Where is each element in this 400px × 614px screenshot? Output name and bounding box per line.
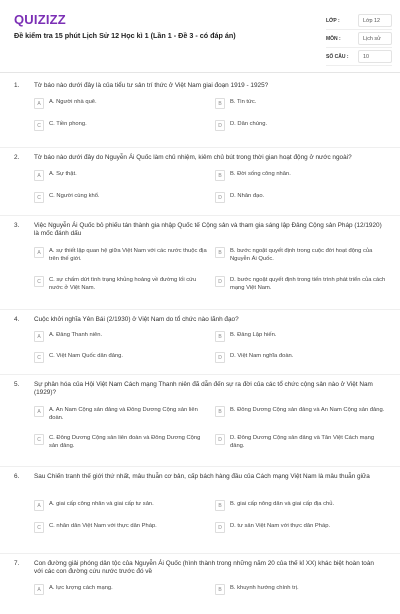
meta-row-subject <box>326 30 392 48</box>
option-text: C. Người cùng khổ. <box>49 193 100 199</box>
question-4 <box>0 310 400 375</box>
meta-value-count: 10 <box>358 50 392 63</box>
option-letter: A <box>34 500 44 511</box>
question-7 <box>0 554 400 614</box>
option-d[interactable] <box>215 192 390 203</box>
option-text: B. Tin tức. <box>230 99 257 105</box>
option-a[interactable] <box>34 406 209 422</box>
meta-panel <box>326 12 392 66</box>
option-d[interactable] <box>215 352 390 363</box>
option-letter: D <box>215 352 225 363</box>
option-text: C. Tiền phong. <box>49 121 87 127</box>
option-d[interactable] <box>215 276 390 292</box>
option-letter: D <box>215 434 225 445</box>
option-letter: C <box>34 434 44 445</box>
option-d[interactable] <box>215 434 390 450</box>
meta-value-class: Lớp 12 <box>358 14 392 27</box>
option-b[interactable] <box>215 331 390 342</box>
option-a[interactable] <box>34 584 209 595</box>
option-a[interactable] <box>34 247 209 263</box>
question-text: Con đường giải phóng dân tộc của Nguyễn Ái Quốc (hình thành trong những năm 20 của thế kỉ XX) khác biệt hoàn toàn với các con đường cứu nước trước đó về <box>34 560 374 576</box>
option-b[interactable] <box>215 500 390 511</box>
option-letter: B <box>215 331 225 342</box>
option-letter: B <box>215 500 225 511</box>
option-text: A. sự thiết lập quan hệ giữa Việt Nam với các nước thuộc địa trên thế giới. <box>49 248 207 262</box>
quizizz-logo: QUIZIZZ <box>14 12 66 27</box>
option-letter: C <box>34 522 44 533</box>
option-text: B. bước ngoặt quyết định trong cuộc đời hoạt động của Nguyễn Ái Quốc. <box>230 248 373 262</box>
question-text: Sau Chiến tranh thế giới thứ nhất, mâu thuẫn cơ bản, cấp bách hàng đầu của Cách mạng Việt Nam là mâu thuẫn giữa <box>34 473 370 480</box>
option-b[interactable] <box>215 406 390 417</box>
option-text: B. giai cấp nông dân và giai cấp địa chủ. <box>230 501 335 507</box>
question-number: 4. <box>14 316 20 323</box>
option-b[interactable] <box>215 247 390 263</box>
option-text: C. Đông Dương Cộng sản liên đoàn và Đông Dương Cộng sản đảng. <box>49 435 201 449</box>
meta-label-count: SỐ CÂU : <box>326 53 349 60</box>
option-text: D. bước ngoặt quyết định trong tiến trình phát triển của cách mạng Việt Nam. <box>230 277 386 291</box>
option-text: A. giai cấp công nhân và giai cấp tư sản. <box>49 501 154 507</box>
option-text: A. lực lượng cách mạng. <box>49 585 113 591</box>
meta-label-subject: MÔN : <box>326 35 341 42</box>
meta-row-class <box>326 12 392 30</box>
option-text: D. tư sản Việt Nam với thực dân Pháp. <box>230 523 331 529</box>
option-text: A. Người nhà quê. <box>49 99 97 105</box>
option-text: A. Sự thật. <box>49 171 77 177</box>
option-text: C. sự chấm dứt tình trạng khủng hoảng về đường lối cứu nước ở Việt Nam. <box>49 277 197 291</box>
option-text: B. Đông Dương Cộng sản đảng và An Nam Cộng sản đảng. <box>230 407 385 413</box>
option-letter: D <box>215 522 225 533</box>
option-letter: B <box>215 584 225 595</box>
option-letter: C <box>34 192 44 203</box>
question-text: Sự phân hóa của Hội Việt Nam Cách mạng Thanh niên đã dẫn đến sự ra đời của các tổ chức cộng sản nào ở Việt Nam (1929)? <box>34 381 373 397</box>
question-text: Tờ báo nào dưới đây là của tiểu tư sản trí thức ở Việt Nam giai đoạn 1919 - 1925? <box>34 82 269 89</box>
option-b[interactable] <box>215 170 390 181</box>
question-number: 3. <box>14 222 20 229</box>
option-d[interactable] <box>215 120 390 131</box>
option-a[interactable] <box>34 500 209 511</box>
option-letter: C <box>34 120 44 131</box>
option-text: C. nhân dân Việt Nam với thực dân Pháp. <box>49 523 157 529</box>
question-number: 6. <box>14 473 20 480</box>
meta-row-count <box>326 48 392 66</box>
question-1 <box>0 76 400 148</box>
option-text: D. Nhân đạo. <box>230 193 265 199</box>
option-c[interactable] <box>34 120 209 131</box>
option-letter: A <box>34 406 44 417</box>
option-letter: B <box>215 406 225 417</box>
question-text: Việc Nguyễn Ái Quốc bỏ phiếu tán thành gia nhập Quốc tế Cộng sản và tham gia sáng lập Đảng Cộng sản Pháp (12/1920) là mốc đánh dấu <box>34 222 382 238</box>
option-text: A. An Nam Cộng sản đảng và Đông Dương Cộng sản liên đoàn. <box>49 407 198 421</box>
option-letter: B <box>215 247 225 258</box>
option-text: D. Việt Nam nghĩa đoàn. <box>230 353 294 359</box>
question-5 <box>0 375 400 467</box>
question-number: 5. <box>14 381 20 388</box>
option-letter: A <box>34 584 44 595</box>
option-letter: C <box>34 276 44 287</box>
question-3 <box>0 216 400 310</box>
option-letter: D <box>215 120 225 131</box>
option-letter: D <box>215 192 225 203</box>
question-list <box>0 76 400 614</box>
option-b[interactable] <box>215 98 390 109</box>
option-text: B. Đời sống công nhân. <box>230 171 291 177</box>
option-c[interactable] <box>34 276 209 292</box>
option-d[interactable] <box>215 522 390 533</box>
option-letter: A <box>34 247 44 258</box>
question-number: 1. <box>14 82 20 89</box>
question-text: Tờ báo nào dưới đây do Nguyễn Ái Quốc làm chủ nhiệm, kiêm chủ bút trong thời gian hoạt động ở nước ngoài? <box>34 154 352 161</box>
option-letter: B <box>215 98 225 109</box>
option-a[interactable] <box>34 98 209 109</box>
meta-label-class: LỚP : <box>326 17 340 24</box>
option-text: D. Dân chúng. <box>230 121 268 127</box>
option-c[interactable] <box>34 352 209 363</box>
option-letter: C <box>34 352 44 363</box>
question-number: 7. <box>14 560 20 567</box>
exam-title: Đề kiểm tra 15 phút Lịch Sử 12 Học kì 1 (Lần 1 - Đề 3 - có đáp án) <box>14 31 236 40</box>
question-number: 2. <box>14 154 20 161</box>
option-b[interactable] <box>215 584 390 595</box>
option-letter: A <box>34 331 44 342</box>
option-c[interactable] <box>34 434 209 450</box>
option-a[interactable] <box>34 170 209 181</box>
option-text: C. Việt Nam Quốc dân đảng. <box>49 353 124 359</box>
worksheet-header <box>0 0 400 73</box>
option-text: A. Đảng Thanh niên. <box>49 332 103 338</box>
option-letter: D <box>215 276 225 287</box>
option-letter: A <box>34 170 44 181</box>
option-c[interactable] <box>34 192 209 203</box>
option-c[interactable] <box>34 522 209 533</box>
option-text: B. Đảng Lập hiến. <box>230 332 277 338</box>
meta-value-subject: Lịch sử <box>358 32 392 45</box>
option-letter: A <box>34 98 44 109</box>
option-letter: B <box>215 170 225 181</box>
option-text: B. khuynh hướng chính trị. <box>230 585 299 591</box>
question-text: Cuộc khởi nghĩa Yên Bái (2/1930) ở Việt Nam do tổ chức nào lãnh đạo? <box>34 316 239 323</box>
question-6 <box>0 467 400 554</box>
question-2 <box>0 148 400 216</box>
option-a[interactable] <box>34 331 209 342</box>
option-text: D. Đông Dương Cộng sản đảng và Tân Việt Cách mạng đảng. <box>230 435 375 449</box>
